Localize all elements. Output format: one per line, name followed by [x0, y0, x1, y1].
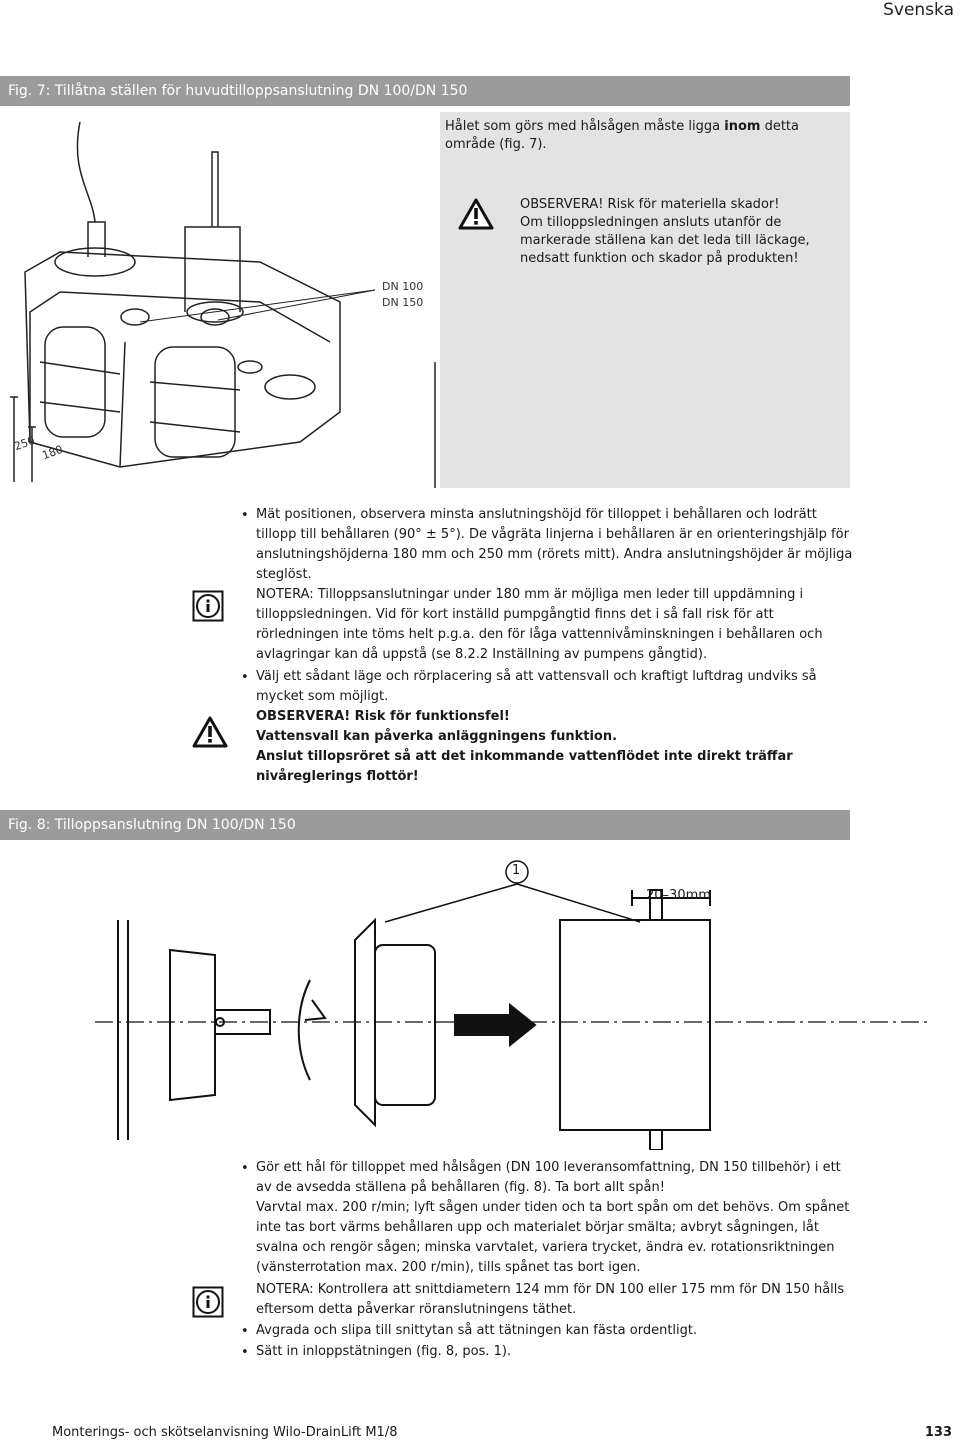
- info-icon: [192, 1286, 224, 1318]
- label-dn100: DN 100: [382, 280, 424, 293]
- measure-position-text: Mät positionen, observera minsta anslutningshöjd för tilloppet i behållaren och lodrätt tillopp till behållaren (90° ± 5°). De vågräta linjerna i behållaren är en orienteringshjälp för anslutningshöjderna 180 mm och 250 mm (rörets mitt). Andra anslutningshöjder är möjliga steglöst.: [256, 507, 853, 582]
- info-icon: [192, 590, 224, 622]
- page-number: 133: [924, 1425, 952, 1440]
- bullet-marker: •: [241, 1324, 249, 1339]
- position-1-label: 1: [512, 863, 521, 878]
- warning-triangle-icon: [458, 198, 494, 230]
- language-label: Svenska: [883, 0, 954, 20]
- hole-note-bold: inom: [724, 119, 761, 134]
- dimension-20-30mm: 20–30mm: [646, 888, 711, 903]
- label-dn150: DN 150: [382, 296, 424, 309]
- malfunction-warning-title: OBSERVERA! Risk för funktionsfel!: [256, 709, 510, 724]
- deburr-text: Avgrada och slipa till snittytan så att tätningen kan fästa ordentligt.: [256, 1323, 698, 1338]
- fig8-caption: Fig. 8: Tilloppsanslutning DN 100/DN 150: [0, 810, 850, 840]
- hole-area-note: [445, 118, 845, 154]
- warning-text: Om tilloppsledningen ansluts utanför de markerade ställena kan det leda till läckage, nedsatt funktion och skador på produkten!: [520, 215, 810, 266]
- dimension-180: 180: [40, 442, 65, 463]
- dimension-250: 250: [12, 433, 37, 454]
- bullet-marker: •: [241, 670, 249, 685]
- material-damage-warning: [520, 196, 845, 268]
- bullet-marker: •: [241, 1345, 249, 1360]
- bullet-marker: •: [241, 1161, 249, 1176]
- bullet-marker: •: [241, 508, 249, 523]
- malfunction-warning-line1: Vattensvall kan påverka anläggningens funktion.: [256, 729, 618, 744]
- insert-seal-text: Sätt in inloppstätningen (fig. 8, pos. 1).: [256, 1344, 512, 1359]
- placement-text: Välj ett sådant läge och rörplacering så att vattensvall och kraftigt luftdrag undviks så mycket som möjligt.: [256, 669, 817, 704]
- fig8-illustration: [0, 850, 960, 1150]
- connection-height-note: NOTERA: Tilloppsanslutningar under 180 mm är möjliga men leder till uppdämning i tilloppsledningen. Vid för kort inställd pumpgångtid finns det i så fall risk för att rörledningen inte töms helt p.g.a. den för låga vattennivåminskningen i behållaren och avlagringar kan då uppstå (se 8.2.2 Inställning av pumpens gångtid).: [256, 587, 823, 662]
- fig7-illustration: [0, 112, 440, 488]
- cut-diameter-note: NOTERA: Kontrollera att snittdiametern 124 mm för DN 100 eller 175 mm för DN 150 hålls eftersom detta påverkar röranslutningens täthet.: [256, 1282, 845, 1317]
- fig7-caption: Fig. 7: Tillåtna ställen för huvudtilloppsanslutning DN 100/DN 150: [0, 76, 850, 106]
- saw-speed-text: Varvtal max. 200 r/min; lyft sågen under tiden och ta bort spån om det behövs. Om spånet inte tas bort värms behållaren upp och materialet börjar smälta; avbryt sågningen, låt svalna och rengör sågen; minska varvtalet, variera trycket, ändra ev. rotationsriktningen (vänsterrotation max. 200 r/min), tills spånet tas bort igen.: [256, 1200, 850, 1275]
- warning-triangle-icon: [192, 716, 228, 748]
- footer-doc-title: Monterings- och skötselanvisning Wilo-DrainLift M1/8: [52, 1425, 398, 1440]
- malfunction-warning-line2: Anslut tillopsröret så att det inkommande vattenflödet inte direkt träffar nivåreglerings flottör!: [256, 749, 793, 784]
- hole-note-pre: Hålet som görs med hålsågen måste ligga: [445, 119, 725, 134]
- warning-title: OBSERVERA! Risk för materiella skador!: [520, 197, 780, 212]
- hole-note-post: detta område (fig. 7).: [445, 119, 799, 152]
- drill-hole-text: Gör ett hål för tilloppet med hålsågen (DN 100 leveransomfattning, DN 150 tillbehör) i ett av de avsedda ställena på behållaren (fig. 8). Ta bort allt spån!: [256, 1160, 841, 1195]
